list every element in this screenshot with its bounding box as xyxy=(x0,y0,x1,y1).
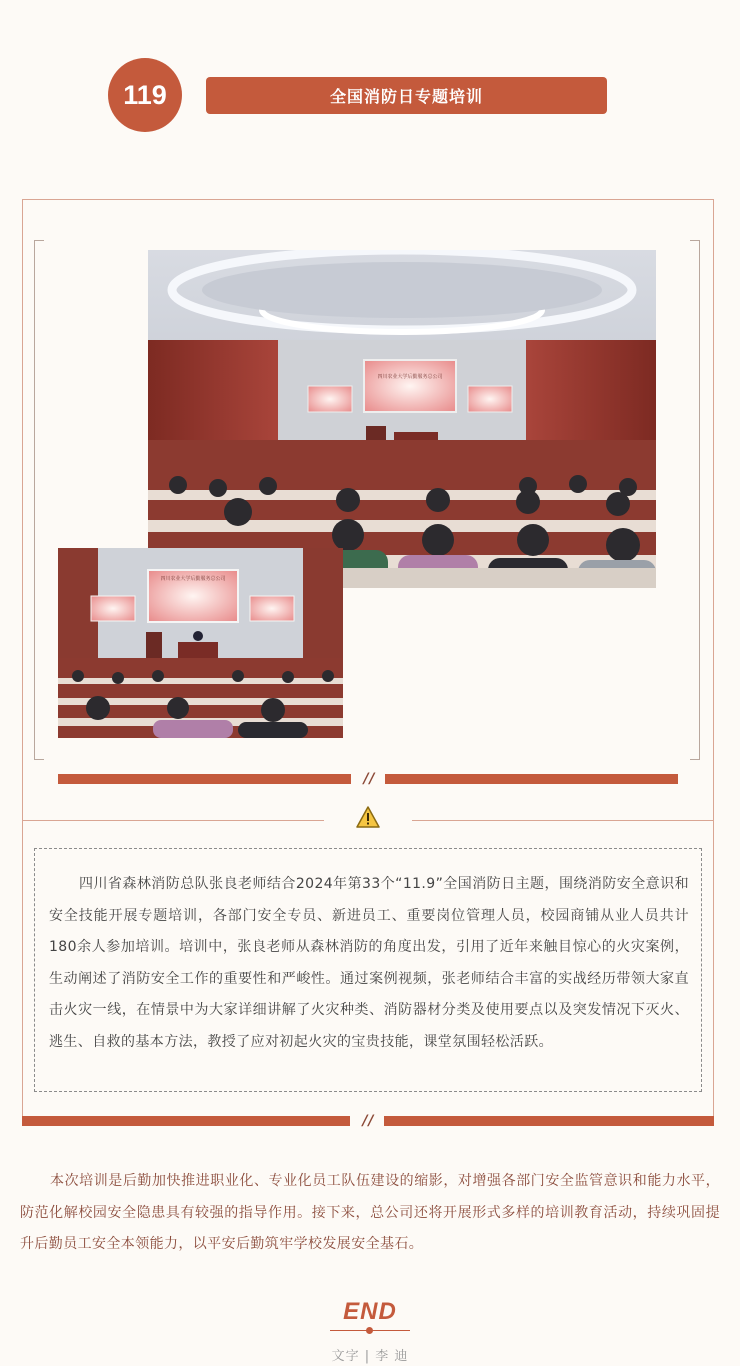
author-credit: 文字 | 李 迪 xyxy=(331,1349,409,1364)
right-bracket-decoration xyxy=(690,240,700,760)
page-title: 全国消防日专题培训 xyxy=(206,77,607,114)
training-description-text: 四川省森林消防总队张良老师结合2024年第33个“11.9”全国消防日主题，围绕消防安全意识和安全技能开展专题培训，各部门安全专员、新进员工、重要岗位管理人员，校园商铺从业人员共计180余人参加培训。培训中，张良老师从森林消防的角度出发，引用了近年来触目惊心的火灾案例，生动阐述了消防安全工作的重要性和严峻性。通过案例视频，张老师结合丰富的实战经历带领大家直击火灾一线，在情景中为大家详细讲解了火灾种类、消防器材分类及使用要点以及突发情况下灭火、逃生、自救的基本方法，教授了应对初起火灾的宝贵技能，课堂氛围轻松活跃。 xyxy=(49,876,689,1050)
divider-bar-top xyxy=(58,771,678,787)
end-mark: END xyxy=(343,1298,397,1325)
divider-slashes: / / xyxy=(351,770,385,788)
training-photo-secondary xyxy=(58,548,343,738)
divider-line-left xyxy=(22,820,324,821)
badge-119: 119 xyxy=(108,58,182,132)
training-photo-main xyxy=(148,250,656,588)
end-dot xyxy=(366,1327,373,1334)
warning-triangle-icon xyxy=(356,806,380,828)
divider-slashes: / / xyxy=(350,1112,384,1130)
divider-line-right xyxy=(412,820,714,821)
closing-paragraph: 本次培训是后勤加快推进职业化、专业化员工队伍建设的缩影，对增强各部门安全监管意识和能力水平，防范化解校园安全隐患具有较强的指导作用。接下来，总公司还将开展形式多样的培训教育活动，持续巩固提升后勤员工安全本领能力，以平安后勤筑牢学校发展安全基石。 xyxy=(20,1173,720,1252)
divider-bar-bottom xyxy=(22,1113,714,1129)
left-bracket-decoration xyxy=(34,240,44,760)
main-screen-caption: 四川农业大学后勤服务总公司 xyxy=(377,374,443,380)
small-screen-caption: 四川农业大学后勤服务总公司 xyxy=(160,576,226,582)
training-description-box xyxy=(34,848,702,1092)
